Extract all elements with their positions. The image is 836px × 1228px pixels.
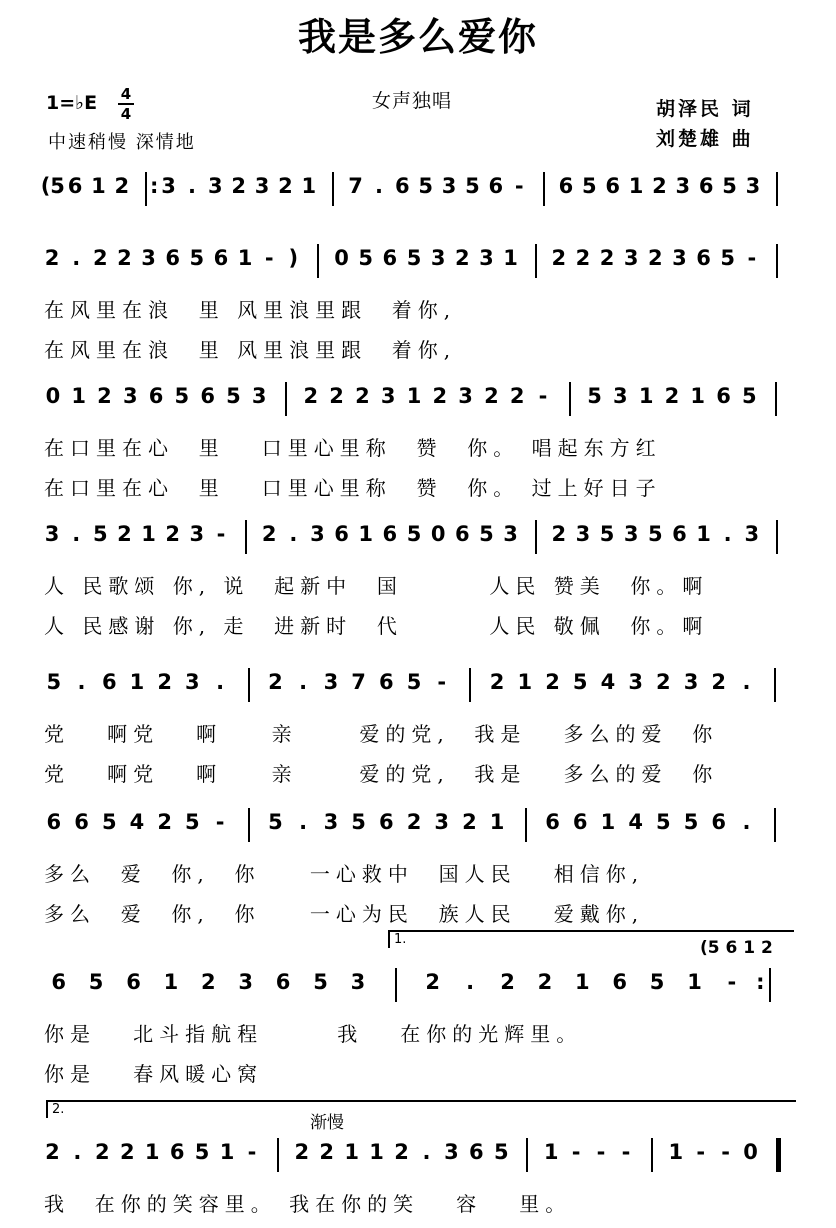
- note: 6: [672, 522, 687, 546]
- note: 5: [226, 384, 241, 408]
- note: 5: [406, 670, 422, 694]
- barline: [332, 172, 334, 206]
- note: 2: [575, 246, 591, 270]
- note: .: [723, 522, 732, 546]
- note: 3: [161, 174, 176, 198]
- note: .: [72, 522, 81, 546]
- tempo-marking: 中速稍慢 深情地: [48, 132, 196, 153]
- note: 5: [194, 1140, 210, 1164]
- note: 2: [119, 1140, 135, 1164]
- note: 3: [503, 522, 518, 546]
- note: 2: [294, 1140, 310, 1164]
- lyrics-line-2: 在风里在浪 里 风里浪里跟 着你,: [44, 338, 457, 362]
- note: 6: [558, 174, 574, 198]
- note: 2: [261, 522, 277, 546]
- note: 3: [683, 670, 699, 694]
- note: 2: [117, 522, 132, 546]
- note: 5: [479, 522, 494, 546]
- note: 6: [148, 384, 164, 408]
- volta-bracket: 2.: [46, 1100, 796, 1118]
- barline: [525, 808, 527, 842]
- note: .: [299, 670, 308, 694]
- note: 3: [628, 670, 643, 694]
- barline: [775, 382, 777, 416]
- note: 2: [711, 670, 727, 694]
- notes-line: [40, 516, 800, 566]
- note: 2: [45, 1140, 60, 1164]
- barline: [145, 172, 147, 206]
- note: 2: [462, 810, 477, 834]
- note: 1: [628, 174, 644, 198]
- note: 2: [44, 246, 60, 270]
- note: 1: [358, 522, 374, 546]
- note: 5: [313, 970, 328, 994]
- song-title: 我是多么爱你: [297, 14, 538, 59]
- note: 3: [310, 522, 325, 546]
- notes-line: [40, 240, 800, 290]
- barline: [317, 244, 319, 278]
- lyrics-line-2: 你是 春风暖心窝: [44, 1062, 264, 1086]
- note: .: [72, 246, 81, 270]
- barline: [774, 668, 776, 702]
- note: 5: [465, 174, 480, 198]
- key-signature: 1=♭E: [46, 92, 98, 114]
- note: 5: [587, 384, 602, 408]
- note: 1: [690, 384, 706, 408]
- note: 7: [348, 174, 363, 198]
- note: 6: [698, 174, 714, 198]
- note: .: [289, 522, 298, 546]
- lyrics-line-2: 人 民感谢 你, 走 进新时 代 人民 敬佩 你。啊: [44, 614, 709, 638]
- note: 2: [509, 384, 525, 408]
- note: 2: [537, 970, 553, 994]
- lyrics-line-1: 你是 北斗指航程 我 在你的光辉里。: [44, 1022, 583, 1046]
- note: 5: [493, 1140, 509, 1164]
- notes-line: [40, 168, 800, 218]
- time-signature-top: 4: [120, 85, 132, 103]
- note: 6: [46, 810, 62, 834]
- note: 6: [378, 670, 394, 694]
- note: 2: [278, 174, 293, 198]
- note: 2: [231, 174, 246, 198]
- note: .: [299, 810, 308, 834]
- composer-credit: 刘楚雄 曲: [656, 128, 754, 150]
- note: 5: [185, 810, 200, 834]
- note: 6: [378, 810, 394, 834]
- note: 2: [545, 670, 560, 694]
- barline: [776, 520, 778, 554]
- lyrics-line-1: 多么 爱 你, 你 一心救中 国人民 相信你,: [44, 862, 645, 886]
- note: 6: [101, 670, 117, 694]
- note: .: [466, 970, 475, 994]
- note: 2: [394, 1140, 409, 1164]
- note: 6: [469, 1140, 484, 1164]
- note: 0: [45, 384, 61, 408]
- note: 5: [406, 522, 422, 546]
- note: 6: [382, 246, 398, 270]
- note: 2: [454, 246, 470, 270]
- note: 4: [600, 670, 616, 694]
- note: 3: [745, 174, 761, 198]
- note: 2: [406, 810, 422, 834]
- note: 6: [51, 970, 66, 994]
- barline: [535, 244, 537, 278]
- note: .: [742, 810, 751, 834]
- lyrics-line-1: 在风里在浪 里 风里浪里跟 着你,: [44, 298, 457, 322]
- lyricist-credit: 胡泽民 词: [656, 98, 754, 120]
- barline: [651, 1138, 653, 1172]
- note: 1: [489, 810, 505, 834]
- note: .: [187, 174, 196, 198]
- note: 6: [165, 246, 181, 270]
- note: 6: [382, 522, 398, 546]
- note: -: [696, 1140, 706, 1164]
- note: 3: [458, 384, 473, 408]
- note: 1: [543, 1140, 559, 1164]
- repeat-sign: :: [756, 970, 765, 994]
- note: 5: [741, 384, 757, 408]
- note: 2: [268, 670, 283, 694]
- note: 2: [319, 1140, 335, 1164]
- repeat-intro-notes: (5 6 1 2: [700, 938, 773, 958]
- note: 3: [238, 970, 253, 994]
- note: 5: [101, 810, 117, 834]
- note: 7: [351, 670, 366, 694]
- lyrics-line-2: 在口里在心 里 口里心里称 赞 你。 过上好日子: [44, 476, 662, 500]
- note: 6: [612, 970, 627, 994]
- note: 5: [174, 384, 190, 408]
- note: 3: [613, 384, 628, 408]
- note: 2: [117, 246, 132, 270]
- note: 5: [722, 174, 737, 198]
- barline: [569, 382, 571, 416]
- note: 2: [656, 670, 671, 694]
- note: 3: [380, 384, 396, 408]
- note: 2: [489, 670, 505, 694]
- note: 3: [575, 522, 591, 546]
- note: 0: [743, 1140, 758, 1164]
- note: -: [538, 384, 548, 408]
- note: 2: [551, 246, 567, 270]
- barline: [526, 1138, 528, 1172]
- barline: [395, 968, 397, 1002]
- barline: [248, 808, 250, 842]
- note: .: [742, 670, 751, 694]
- note: -: [596, 1140, 606, 1164]
- note: 6: [716, 384, 731, 408]
- note: 1: [141, 522, 156, 546]
- note: .: [73, 1140, 82, 1164]
- voice-type: 女声独唱: [372, 90, 453, 112]
- barline: [469, 668, 471, 702]
- note: ): [288, 246, 299, 270]
- note: 6: [395, 174, 410, 198]
- lyrics-line-1: 我 在你的笑容里。 我在你的笑 容 里。: [44, 1192, 572, 1216]
- note: 2: [355, 384, 370, 408]
- note: 1: [91, 174, 106, 198]
- barline: [543, 172, 545, 206]
- barline: [535, 520, 537, 554]
- repeat-sign: :: [149, 174, 159, 198]
- lyrics-line-1: 党 啊党 啊 亲 爱的党, 我是 多么的爱 你: [44, 722, 719, 746]
- note: 5: [418, 174, 433, 198]
- note: 0: [334, 246, 349, 270]
- note: 2: [652, 174, 667, 198]
- note: (5: [40, 174, 65, 198]
- note: 2: [425, 970, 440, 994]
- note: 6: [200, 384, 215, 408]
- note: 5: [93, 522, 108, 546]
- note: 3: [744, 522, 760, 546]
- note: 6: [213, 246, 229, 270]
- note: 3: [122, 384, 138, 408]
- note: 2: [647, 246, 663, 270]
- note: 3: [141, 246, 156, 270]
- note: -: [264, 246, 274, 270]
- barline: [245, 520, 247, 554]
- note: 2: [93, 246, 108, 270]
- note: 6: [126, 970, 141, 994]
- note: 3: [323, 810, 339, 834]
- note: 5: [572, 670, 588, 694]
- time-signature-bottom: 4: [120, 105, 132, 123]
- note: 5: [358, 246, 374, 270]
- note: 2: [303, 384, 319, 408]
- note: 2: [432, 384, 448, 408]
- note: 1: [687, 970, 702, 994]
- lyrics-line-1: 在口里在心 里 口里心里称 赞 你。 唱起东方红: [44, 436, 662, 460]
- note: 3: [323, 670, 339, 694]
- barline: [776, 1138, 781, 1172]
- note: 6: [545, 810, 560, 834]
- note: 1: [517, 670, 533, 694]
- barline: [776, 172, 778, 206]
- note: 3: [350, 970, 366, 994]
- lyrics-line-2: 党 啊党 啊 亲 爱的党, 我是 多么的爱 你: [44, 762, 719, 786]
- notes-line: [40, 664, 800, 714]
- note: 2: [97, 384, 112, 408]
- note: -: [721, 1140, 731, 1164]
- note: 2: [329, 384, 344, 408]
- note: 6: [275, 970, 291, 994]
- note: 3: [479, 246, 494, 270]
- note: 6: [488, 174, 504, 198]
- note: 5: [647, 522, 663, 546]
- note: 4: [129, 810, 145, 834]
- note: 5: [720, 246, 735, 270]
- note: 6: [74, 810, 89, 834]
- note: 5: [189, 246, 205, 270]
- lyrics-line-2: 多么 爱 你, 你 一心为民 族人民 爱戴你,: [44, 902, 645, 926]
- note: .: [374, 174, 383, 198]
- note: 1: [237, 246, 253, 270]
- note: 3: [623, 246, 639, 270]
- note: 1: [144, 1140, 160, 1164]
- note: .: [422, 1140, 431, 1164]
- note: 5: [582, 174, 597, 198]
- note: -: [621, 1140, 631, 1164]
- note: 6: [572, 810, 588, 834]
- note: 2: [157, 810, 172, 834]
- note: 1: [574, 970, 590, 994]
- note: 2: [599, 246, 615, 270]
- note: 2: [500, 970, 515, 994]
- note: 2: [664, 384, 680, 408]
- note: -: [247, 1140, 257, 1164]
- notes-line: [40, 378, 800, 428]
- note: 1: [129, 670, 145, 694]
- volta-bracket: 1.: [388, 930, 794, 948]
- barline: [776, 244, 778, 278]
- note: 3: [254, 174, 270, 198]
- note: 2: [157, 670, 172, 694]
- note: 1: [344, 1140, 359, 1164]
- notes-line: [40, 804, 800, 854]
- note: 3: [189, 522, 205, 546]
- note: 1: [71, 384, 86, 408]
- note: 3: [185, 670, 200, 694]
- note: 2: [551, 522, 567, 546]
- note: -: [216, 522, 226, 546]
- note: 5: [656, 810, 671, 834]
- note: 3: [44, 522, 60, 546]
- note: 5: [406, 246, 422, 270]
- note: 5: [599, 522, 615, 546]
- note: 4: [628, 810, 643, 834]
- note: 5: [88, 970, 104, 994]
- note: 1: [638, 384, 654, 408]
- note: 2: [484, 384, 499, 408]
- time-signature: [118, 86, 134, 122]
- note: 3: [430, 246, 446, 270]
- note: 1: [219, 1140, 235, 1164]
- note: 1: [406, 384, 422, 408]
- note: 1: [696, 522, 711, 546]
- note: 6: [454, 522, 470, 546]
- note: -: [215, 810, 225, 834]
- note: -: [514, 174, 524, 198]
- note: 3: [675, 174, 691, 198]
- note: .: [216, 670, 225, 694]
- note: 5: [351, 810, 366, 834]
- note: 3: [672, 246, 687, 270]
- note: 6: [711, 810, 727, 834]
- note: 3: [208, 174, 223, 198]
- note: 2: [200, 970, 216, 994]
- note: 3: [441, 174, 457, 198]
- note: 5: [649, 970, 665, 994]
- note: .: [77, 670, 86, 694]
- barline: [285, 382, 287, 416]
- ritardando-marking: 渐慢: [310, 1113, 344, 1133]
- note: 5: [46, 670, 62, 694]
- note: -: [571, 1140, 581, 1164]
- barline: [277, 1138, 279, 1172]
- lyrics-line-1: 人 民歌颂 你, 说 起新中 国 人民 赞美 你。啊: [44, 574, 709, 598]
- note: 1: [163, 970, 179, 994]
- note: -: [747, 246, 757, 270]
- note: 5: [268, 810, 283, 834]
- note: 1: [369, 1140, 384, 1164]
- note: 6: [334, 522, 349, 546]
- note: 1: [503, 246, 518, 270]
- note: 6: [67, 174, 83, 198]
- note: 3: [434, 810, 450, 834]
- barline: [248, 668, 250, 702]
- barline: [769, 968, 771, 1002]
- note: 2: [165, 522, 181, 546]
- note: 6: [696, 246, 711, 270]
- note: 1: [668, 1140, 684, 1164]
- note: 5: [683, 810, 699, 834]
- barline: [774, 808, 776, 842]
- note: 1: [301, 174, 317, 198]
- note: 3: [444, 1140, 459, 1164]
- note: -: [437, 670, 447, 694]
- note: 2: [114, 174, 130, 198]
- note: 6: [169, 1140, 185, 1164]
- notes-line: [40, 1134, 800, 1184]
- note: 1: [600, 810, 616, 834]
- note: 6: [605, 174, 620, 198]
- note: 3: [623, 522, 639, 546]
- note: -: [727, 970, 737, 994]
- note: 3: [251, 384, 267, 408]
- note: 0: [430, 522, 446, 546]
- note: 2: [95, 1140, 110, 1164]
- notes-line: [40, 964, 800, 1014]
